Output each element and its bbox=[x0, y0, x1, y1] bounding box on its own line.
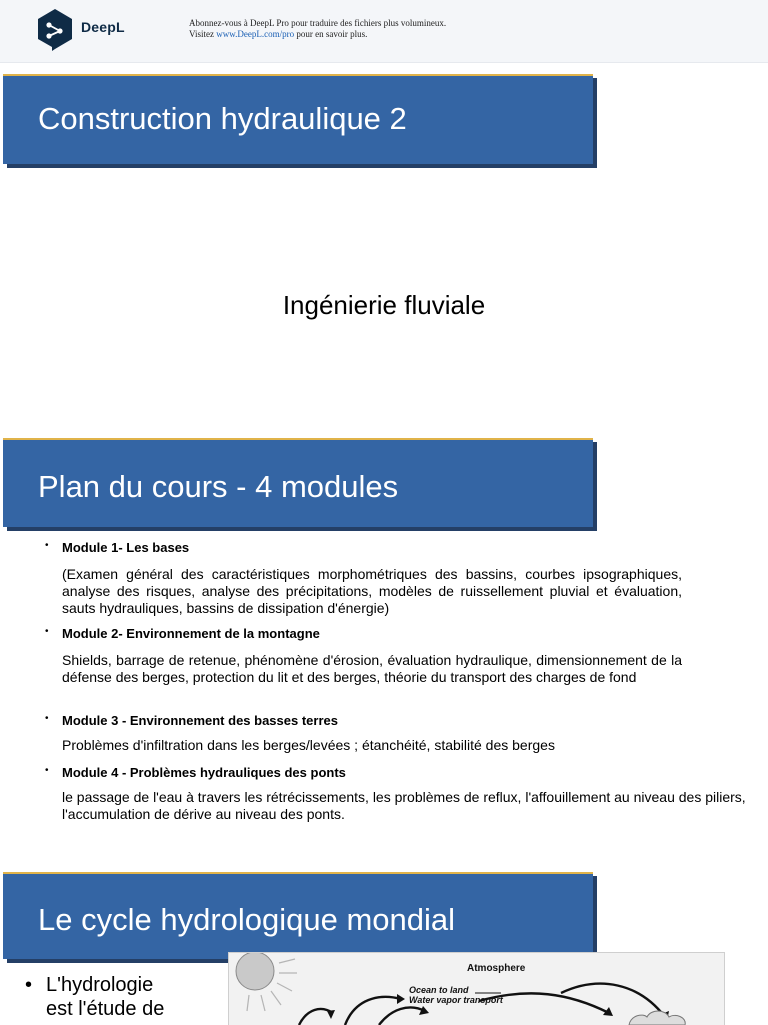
module-1-heading: Module 1- Les bases bbox=[62, 540, 190, 555]
hydrology-line-2: est l'étude de bbox=[46, 998, 165, 1020]
promo-line-1: Abonnez-vous à DeepL Pro pour traduire des fichiers plus volumineux. bbox=[189, 18, 447, 28]
promo-prefix: Visitez bbox=[189, 29, 217, 39]
promo-text bbox=[189, 18, 446, 40]
deepl-banner bbox=[0, 0, 768, 63]
module-2-heading: Module 2- Environnement de la montagne bbox=[62, 626, 320, 641]
module-1-description: (Examen général des caractéristiques morphométriques des bassins, courbes ipsographiques, analyse des risques, analyse des précipitations, modèles de ruissellement pluvial et évaluation, sauts hydrauliques, bassins de dissipation d'énergie) bbox=[62, 566, 682, 616]
slide2-title: Plan du cours - 4 modules bbox=[3, 438, 593, 527]
promo-link[interactable]: www.DeepL.com/pro bbox=[216, 29, 295, 39]
hydrologic-cycle-diagram bbox=[228, 952, 725, 1025]
ocean-label-line-1: Ocean to land bbox=[409, 985, 469, 995]
ocean-to-land-label bbox=[409, 985, 503, 1005]
module-3-description: Problèmes d'infiltration dans les berges/levées ; étanchéité, stabilité des berges bbox=[62, 737, 555, 753]
slide1-subtitle: Ingénierie fluviale bbox=[282, 290, 486, 320]
bullet-icon: • bbox=[25, 974, 33, 996]
deepl-logo-icon[interactable] bbox=[36, 8, 74, 52]
sun-icon bbox=[236, 953, 274, 990]
module-4-heading: Module 4 - Problèmes hydrauliques des ponts bbox=[62, 765, 346, 780]
bullet-icon: • bbox=[45, 626, 49, 637]
bullet-icon: • bbox=[45, 540, 49, 551]
promo-line-2 bbox=[189, 29, 446, 40]
cloud-icon bbox=[629, 1011, 685, 1025]
brand-name: DeepL bbox=[81, 19, 125, 35]
slide1-title: Construction hydraulique 2 bbox=[3, 74, 593, 164]
module-3-heading: Module 3 - Environnement des basses terres bbox=[62, 713, 338, 728]
ocean-label-line-2: Water vapor transport bbox=[409, 995, 503, 1005]
module-2-description: Shields, barrage de retenue, phénomène d'érosion, évaluation hydraulique, dimensionnement de la défense des berges, protection du lit et des berges, théorie du transport des charges de fond bbox=[62, 652, 682, 685]
promo-suffix: pour en savoir plus. bbox=[294, 29, 368, 39]
bullet-icon: • bbox=[45, 713, 49, 724]
module-4-description: le passage de l'eau à travers les rétrécissements, les problèmes de reflux, l'affouillement au niveau des piliers, l'accumulation de dérive au niveau des ponts. bbox=[62, 789, 746, 822]
atmosphere-label: Atmosphere bbox=[467, 963, 526, 974]
slide3-title: Le cycle hydrologique mondial bbox=[3, 872, 593, 959]
hydrology-line-1: L'hydrologie bbox=[46, 974, 154, 996]
bullet-icon: • bbox=[45, 765, 49, 776]
